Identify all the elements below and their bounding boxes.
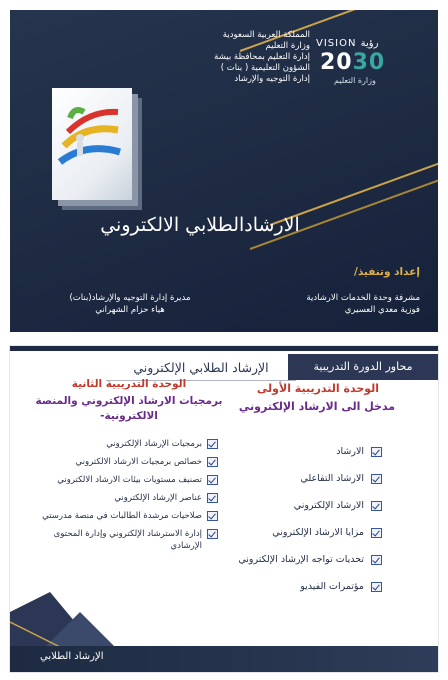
ministry-label: وزارة التعليم — [334, 76, 376, 85]
checkbox-icon — [207, 493, 218, 503]
gov-line: الشؤون التعليمية ( بنات ) — [220, 63, 310, 73]
presentation-title: الارشادالطلابي الالكتروني — [100, 214, 300, 236]
checkbox-icon — [207, 475, 218, 485]
list-item: خصائص برمجيات الارشاد الالكتروني — [22, 456, 218, 468]
checkbox-icon — [371, 528, 382, 538]
vision-label: VISION رؤية — [316, 38, 379, 49]
checkbox-icon — [371, 555, 382, 565]
checkbox-icon — [207, 529, 218, 539]
unit2-subtitle: برمجيات الارشاد الإلكتروني والمنصة الالكترونية- — [35, 395, 223, 422]
list-item: إدارة الاسترشاد الإلكتروني وإدارة المحتوى الإرشادي — [22, 528, 218, 552]
unit1-list — [232, 446, 382, 608]
section-title: الإرشاد الطلابي الإلكتروني — [106, 356, 296, 381]
gov-line: إدارة التوجيه والإرشاد — [234, 74, 310, 84]
vision-year: 2030 — [320, 50, 386, 75]
list-item: الارشاد التفاعلي — [232, 473, 382, 500]
checkbox-icon — [371, 474, 382, 484]
unit1-subtitle: مدخل الى الارشاد الإلكتروني — [238, 400, 396, 413]
footer-label: الإرشاد الطلابي — [40, 651, 104, 662]
course-axes-slide[interactable] — [10, 346, 438, 672]
footer-bar — [10, 646, 438, 672]
supervisor-info: مشرفة وحدة الخدمات الارشادية فوزية معدي العسيري — [306, 293, 420, 315]
prepared-by-label: إعداد وتنفيذ/ — [354, 266, 420, 278]
unit2-list — [22, 438, 218, 558]
list-item: مزايا الارشاد الإلكتروني — [232, 527, 382, 554]
government-header — [140, 30, 310, 85]
title-slide[interactable] — [10, 10, 438, 332]
list-item: مؤتمرات الفيديو — [232, 581, 382, 608]
gov-line: المملكة العربية السعودية — [222, 30, 310, 40]
director-info: مديرة إدارة التوجيه والإرشاد(بنات) هياء حزام الشهراني — [69, 293, 191, 315]
top-bar — [10, 346, 438, 351]
checkbox-icon — [371, 447, 382, 457]
corner-decoration — [10, 592, 160, 652]
checkbox-icon — [207, 511, 218, 521]
checkbox-icon — [207, 439, 218, 449]
list-item: صلاحيات مرشدة الطالبات في منصة مدرستي — [22, 510, 218, 522]
checkbox-icon — [207, 457, 218, 467]
gov-line: إدارة التعليم بمحافظة بيشة — [214, 52, 310, 62]
list-item: الارشاد الإلكتروني — [232, 500, 382, 527]
checkbox-icon — [371, 501, 382, 511]
list-item: عناصر الإرشاد الإلكتروني — [22, 492, 218, 504]
axes-header: محاور الدورة التدريبية — [288, 354, 438, 380]
unit2-title: الوحدة التدريبية الثانية — [71, 378, 187, 390]
gov-line: وزارة التعليم — [265, 41, 310, 51]
success-arrows-icon — [56, 102, 128, 182]
cover-image — [52, 88, 132, 200]
list-item: تصنيف مستويات بيئات الارشاد الالكتروني — [22, 474, 218, 486]
gold-stripe — [250, 173, 438, 250]
list-item: الارشاد — [232, 446, 382, 473]
vision-2030-logo — [316, 38, 428, 88]
checkbox-icon — [371, 582, 382, 592]
unit1-title: الوحدة التدريبية الأولى — [256, 382, 380, 395]
list-item: برمجيات الإرشاد الإلكتروني — [22, 438, 218, 450]
list-item: تحديات تواجه الإرشاد الإلكتروني — [232, 554, 382, 581]
